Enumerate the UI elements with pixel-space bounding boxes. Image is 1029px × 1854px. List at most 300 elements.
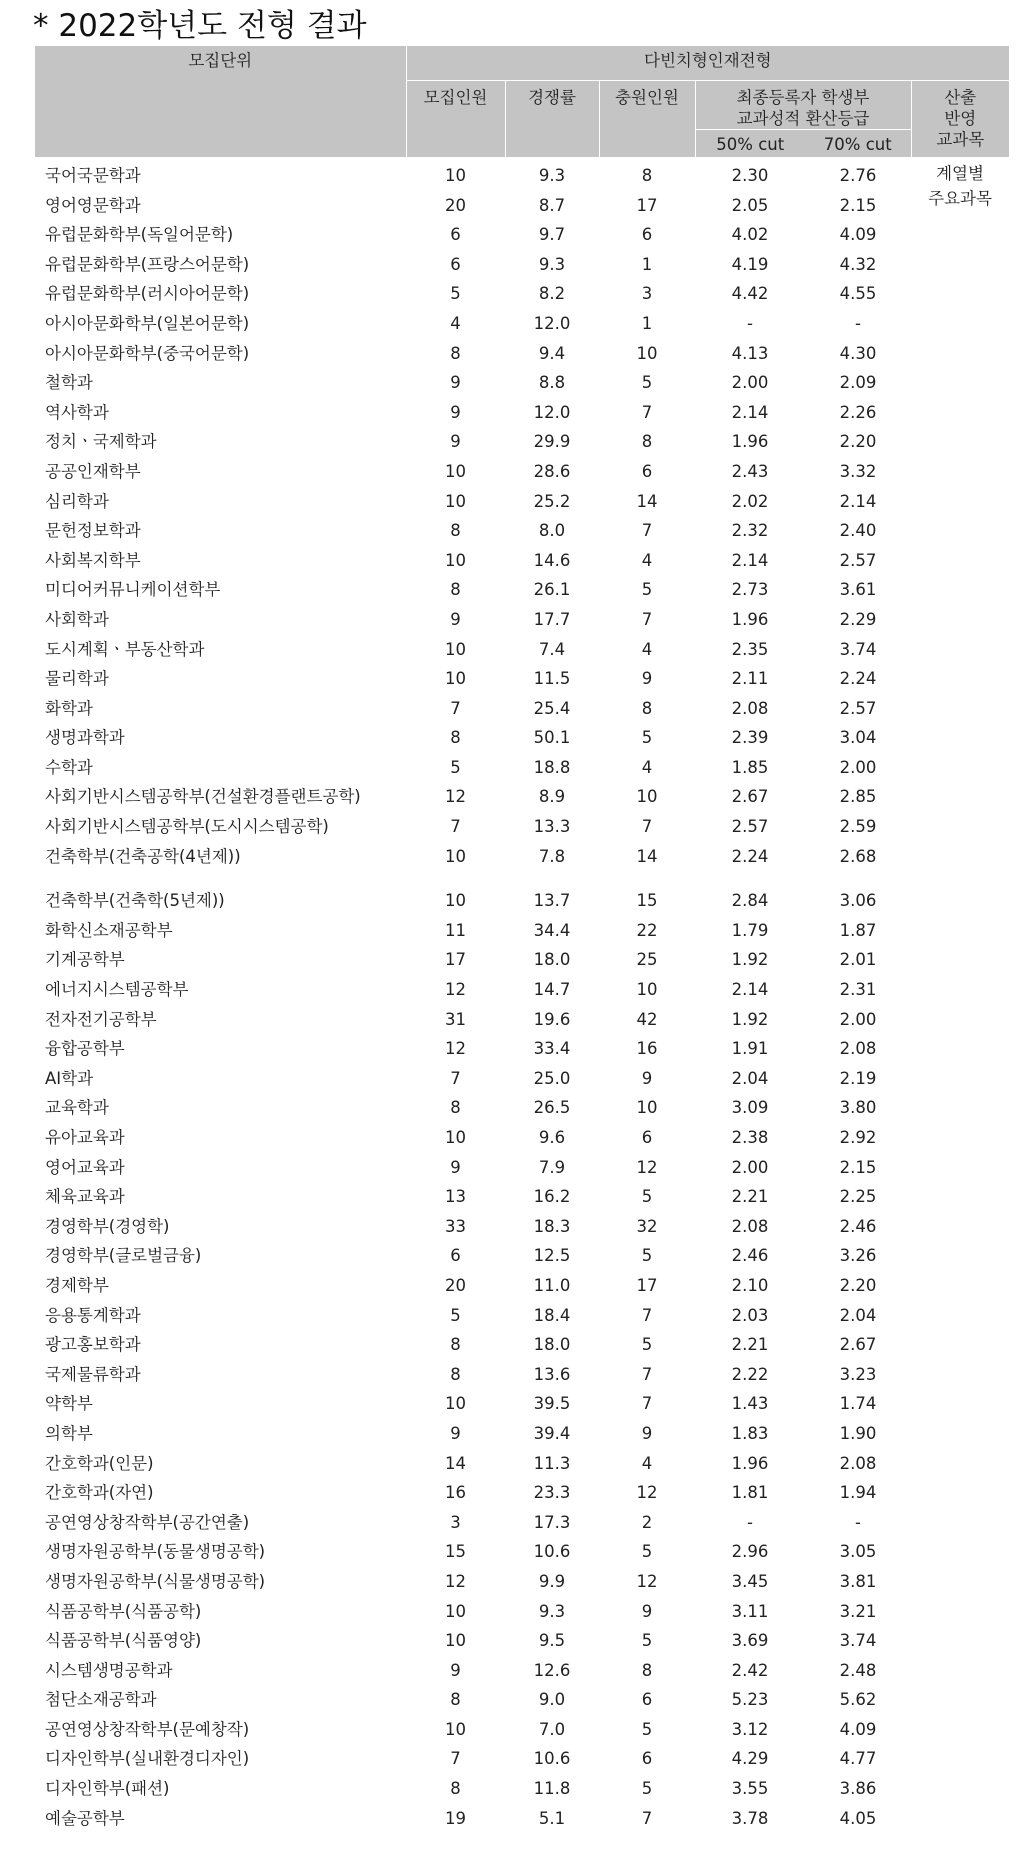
cut50-cell: 2.22 (731, 1364, 769, 1384)
unit-name-cell: 영어영문학과 (45, 195, 141, 215)
competition-cell: 39.4 (533, 1423, 571, 1443)
waitlist-cell: 6 (641, 461, 653, 481)
unit-name-cell: 디자인학부(패션) (45, 1779, 170, 1799)
cut70-cell: 2.20 (839, 1275, 877, 1295)
waitlist-cell: 16 (636, 1039, 658, 1059)
cut70-cell: 2.08 (839, 1039, 877, 1059)
unit-name-cell: 에너지시스템공학부 (45, 980, 189, 1000)
capacity-cell: 8 (450, 1779, 461, 1799)
table-row (35, 605, 1009, 635)
unit-name-cell: 유럽문화학부(러시아어문학) (45, 284, 250, 304)
waitlist-cell: 5 (641, 728, 653, 748)
table-row (35, 398, 1009, 428)
unit-name-cell: 생명자원공학부(동물생명공학) (45, 1542, 266, 1562)
header-subject-line1: 산출 (944, 88, 977, 107)
cut70-cell: 1.74 (839, 1394, 877, 1414)
competition-cell: 17.3 (533, 1512, 571, 1532)
capacity-cell: 31 (445, 1009, 466, 1029)
table-row (35, 1626, 1009, 1656)
cut50-cell: 1.96 (731, 432, 769, 452)
unit-name-cell: 역사학과 (45, 402, 109, 422)
waitlist-cell: 17 (636, 195, 658, 215)
cut70-cell: 3.74 (839, 1631, 877, 1651)
competition-cell: 14.6 (533, 550, 571, 570)
unit-name-cell: 사회기반시스템공학부(도시시스템공학) (45, 817, 329, 837)
cut50-cell: 2.38 (731, 1128, 769, 1147)
capacity-cell: 8 (450, 1690, 461, 1710)
table-row (35, 1330, 1009, 1360)
unit-name-cell: 국제물류학과 (45, 1364, 141, 1384)
capacity-cell: 10 (445, 1128, 466, 1147)
capacity-cell: 7 (450, 698, 461, 718)
waitlist-cell: 7 (641, 1305, 653, 1325)
table-row (35, 1212, 1009, 1242)
waitlist-cell: 4 (641, 1453, 653, 1473)
cut50-cell: 1.85 (731, 757, 769, 777)
waitlist-cell: 9 (641, 669, 653, 689)
competition-cell: 12.5 (533, 1246, 571, 1266)
capacity-cell: 16 (445, 1483, 466, 1503)
cut50-cell: - (747, 1512, 753, 1532)
cut70-cell: 2.09 (839, 373, 877, 393)
table-row (35, 635, 1009, 665)
competition-cell: 8.0 (538, 521, 566, 541)
cut70-cell: - (855, 1512, 861, 1532)
capacity-cell: 10 (445, 550, 466, 570)
cut70-cell: 2.26 (839, 402, 877, 422)
table-row (35, 368, 1009, 398)
unit-name-cell: 첨단소재공학과 (45, 1690, 157, 1710)
cut70-cell: 2.24 (839, 669, 877, 689)
cut50-cell: 1.92 (731, 1009, 769, 1029)
subject-note-cell (911, 157, 1009, 1833)
unit-name-cell: 융합공학부 (45, 1039, 125, 1059)
unit-name-cell: 체육교육과 (45, 1187, 125, 1207)
competition-cell: 13.6 (533, 1364, 571, 1384)
competition-cell: 17.7 (533, 609, 571, 629)
unit-name-cell: 미디어커뮤니케이션학부 (45, 580, 221, 600)
competition-cell: 9.9 (538, 1571, 566, 1591)
unit-name-cell: 심리학과 (45, 491, 109, 511)
capacity-cell: 7 (450, 1068, 461, 1088)
capacity-cell: 8 (450, 1335, 461, 1355)
table-row (35, 664, 1009, 694)
waitlist-cell: 4 (641, 757, 653, 777)
unit-name-cell: 건축학부(건축학(5년제)) (45, 891, 225, 911)
cut50-cell: 3.55 (731, 1779, 769, 1799)
waitlist-cell: 14 (636, 846, 658, 866)
unit-name-cell: 광고홍보학과 (45, 1335, 141, 1355)
waitlist-cell: 10 (636, 980, 658, 1000)
waitlist-cell: 7 (641, 609, 653, 629)
competition-cell: 8.2 (538, 284, 566, 304)
capacity-cell: 10 (445, 461, 466, 481)
cut50-cell: 4.13 (731, 343, 769, 363)
cut50-cell: 2.08 (731, 698, 769, 718)
table-row (35, 1360, 1009, 1390)
waitlist-cell: 15 (636, 891, 658, 911)
competition-cell: 13.7 (533, 891, 571, 911)
competition-cell: 9.3 (538, 1601, 566, 1621)
header-waitlist: 충원인원 (599, 81, 695, 158)
competition-cell: 5.1 (538, 1808, 566, 1828)
cut70-cell: 3.86 (839, 1779, 877, 1799)
table-row (35, 694, 1009, 724)
cut50-cell: 1.92 (731, 950, 769, 970)
unit-name-cell: 수학과 (45, 757, 93, 777)
table-row (35, 1034, 1009, 1064)
waitlist-cell: 5 (641, 1631, 653, 1651)
cut70-cell: 2.68 (839, 846, 877, 866)
cut70-cell: 4.55 (839, 284, 877, 304)
cut50-cell: 2.08 (731, 1216, 769, 1236)
competition-cell: 11.8 (533, 1779, 571, 1799)
unit-name-cell: 문헌정보학과 (45, 521, 141, 541)
cut50-cell: 2.14 (731, 980, 769, 1000)
capacity-cell: 13 (445, 1187, 466, 1207)
waitlist-cell: 8 (641, 698, 653, 718)
cut70-cell: 3.32 (839, 461, 877, 481)
waitlist-cell: 7 (641, 817, 653, 837)
competition-cell: 9.5 (538, 1631, 566, 1651)
waitlist-cell: 6 (641, 225, 653, 245)
cut50-cell: 1.91 (731, 1039, 769, 1059)
unit-name-cell: 응용통계학과 (45, 1305, 141, 1325)
cut70-cell: 1.90 (839, 1423, 877, 1443)
table-row (35, 1774, 1009, 1804)
table-row (35, 516, 1009, 546)
competition-cell: 18.3 (533, 1216, 571, 1236)
competition-cell: 19.6 (533, 1009, 571, 1029)
waitlist-cell: 5 (641, 580, 653, 600)
waitlist-cell: 5 (641, 1187, 653, 1207)
capacity-cell: 9 (450, 402, 461, 422)
cut50-cell: 1.79 (731, 920, 769, 940)
competition-cell: 10.6 (533, 1749, 571, 1769)
cut70-cell: 3.04 (839, 728, 877, 748)
competition-cell: 18.8 (533, 757, 571, 777)
cut50-cell: 4.19 (731, 254, 769, 274)
cut50-cell: 2.10 (731, 1275, 769, 1295)
cut50-cell: 2.02 (731, 491, 769, 511)
table-row (35, 1271, 1009, 1301)
competition-cell: 9.3 (538, 254, 566, 274)
waitlist-cell: 8 (641, 166, 653, 185)
table-row (35, 1005, 1009, 1035)
capacity-cell: 9 (450, 432, 461, 452)
competition-cell: 18.4 (533, 1305, 571, 1325)
cut70-cell: 2.15 (839, 1157, 877, 1177)
waitlist-cell: 17 (636, 1275, 658, 1295)
cut50-cell: 2.43 (731, 461, 769, 481)
table-row (35, 916, 1009, 946)
table-row (35, 1478, 1009, 1508)
cut70-cell: 2.57 (839, 698, 877, 718)
table-row (35, 1419, 1009, 1449)
cut70-cell: 3.26 (839, 1246, 877, 1266)
cut50-cell: 2.73 (731, 580, 769, 600)
unit-name-cell: 교육학과 (45, 1098, 109, 1118)
capacity-cell: 10 (445, 1631, 466, 1651)
unit-name-cell: 디자인학부(실내환경디자인) (45, 1749, 250, 1769)
table-row (35, 427, 1009, 457)
capacity-cell: 10 (445, 1394, 466, 1414)
cut70-cell: 2.15 (839, 195, 877, 215)
cut70-cell: 2.20 (839, 432, 877, 452)
cut70-cell: 2.48 (839, 1660, 877, 1680)
table-row (35, 1597, 1009, 1627)
unit-name-cell: 시스템생명공학과 (45, 1660, 173, 1680)
unit-name-cell: 정치ㆍ국제학과 (45, 432, 157, 452)
unit-name-cell: 영어교육과 (45, 1157, 125, 1177)
capacity-cell: 8 (450, 728, 461, 748)
table-row (35, 1715, 1009, 1745)
cut70-cell: 2.59 (839, 817, 877, 837)
table-row (35, 1508, 1009, 1538)
unit-name-cell: 사회기반시스템공학부(건설환경플랜트공학) (45, 787, 361, 807)
capacity-cell: 12 (445, 1571, 466, 1591)
unit-name-cell: 철학과 (45, 373, 93, 393)
cut50-cell: 2.35 (731, 639, 769, 659)
cut50-cell: 1.81 (731, 1483, 769, 1503)
table-row (35, 1567, 1009, 1597)
unit-name-cell: 기계공학부 (45, 950, 125, 970)
competition-cell: 25.0 (533, 1068, 571, 1088)
waitlist-cell: 2 (641, 1512, 653, 1532)
capacity-cell: 10 (445, 1719, 466, 1739)
capacity-cell: 4 (450, 313, 461, 333)
waitlist-cell: 5 (641, 1335, 653, 1355)
cut50-cell: 2.30 (731, 166, 769, 185)
competition-cell: 12.0 (533, 313, 571, 333)
capacity-cell: 17 (445, 950, 466, 970)
capacity-cell: 10 (445, 166, 466, 185)
cut70-cell: 3.80 (839, 1098, 877, 1118)
capacity-cell: 6 (450, 1246, 461, 1266)
cut70-cell: 2.31 (839, 980, 877, 1000)
capacity-cell: 33 (445, 1216, 466, 1236)
competition-cell: 13.3 (533, 817, 571, 837)
unit-name-cell: 사회학과 (45, 609, 109, 629)
table-row (35, 842, 1009, 872)
header-grade (695, 81, 911, 130)
waitlist-cell: 5 (641, 373, 653, 393)
competition-cell: 23.3 (533, 1483, 571, 1503)
competition-cell: 12.6 (533, 1660, 571, 1680)
cut50-cell: 2.05 (731, 195, 769, 215)
unit-name-cell: 화학신소재공학부 (45, 920, 173, 940)
table-row (35, 279, 1009, 309)
waitlist-cell: 10 (636, 343, 658, 363)
competition-cell: 10.6 (533, 1542, 571, 1562)
capacity-cell: 5 (450, 1305, 461, 1325)
table-row (35, 1153, 1009, 1183)
cut70-cell: 1.94 (839, 1483, 877, 1503)
subject-note-line1: 계열별 (936, 164, 984, 183)
competition-cell: 9.6 (538, 1128, 566, 1147)
header-subject-line3: 교과목 (936, 130, 985, 149)
cut50-cell: 1.96 (731, 1453, 769, 1473)
capacity-cell: 11 (445, 920, 466, 940)
capacity-cell: 10 (445, 1601, 466, 1621)
capacity-cell: 8 (450, 521, 461, 541)
competition-cell: 50.1 (533, 728, 571, 748)
waitlist-cell: 7 (641, 402, 653, 422)
competition-cell: 26.5 (533, 1098, 571, 1118)
cut70-cell: 5.62 (839, 1690, 877, 1710)
header-cut70: 70% cut (805, 130, 911, 158)
unit-name-cell: 공공인재학부 (45, 461, 141, 481)
cut50-cell: 2.84 (731, 891, 769, 911)
unit-name-cell: 경제학부 (45, 1275, 109, 1295)
results-table (35, 46, 1009, 1833)
cut50-cell: 2.32 (731, 521, 769, 541)
capacity-cell: 19 (445, 1808, 466, 1828)
capacity-cell: 7 (450, 817, 461, 837)
cut50-cell: 3.09 (731, 1098, 769, 1118)
cut70-cell: 3.74 (839, 639, 877, 659)
competition-cell: 39.5 (533, 1394, 571, 1414)
cut50-cell: 2.00 (731, 373, 769, 393)
competition-cell: 34.4 (533, 920, 571, 940)
competition-cell: 11.0 (533, 1275, 571, 1295)
table-body (35, 157, 1009, 1833)
unit-name-cell: 경영학부(글로벌금융) (45, 1246, 202, 1266)
table-row (35, 546, 1009, 576)
capacity-cell: 6 (450, 254, 461, 274)
cut50-cell: 1.43 (731, 1394, 769, 1414)
cut50-cell: 2.14 (731, 550, 769, 570)
unit-name-cell: 생명과학과 (45, 728, 125, 748)
waitlist-cell: 1 (641, 313, 653, 333)
waitlist-cell: 6 (641, 1128, 653, 1147)
competition-cell: 25.4 (533, 698, 571, 718)
capacity-cell: 8 (450, 580, 461, 600)
unit-name-cell: 화학과 (45, 698, 93, 718)
unit-name-cell: 의학부 (45, 1423, 93, 1443)
unit-name-cell: 식품공학부(식품영양) (45, 1631, 202, 1651)
cut50-cell: 2.21 (731, 1187, 769, 1207)
unit-name-cell: 국어국문학과 (45, 166, 141, 185)
waitlist-cell: 7 (641, 1394, 653, 1414)
competition-cell: 12.0 (533, 402, 571, 422)
waitlist-cell: 5 (641, 1246, 653, 1266)
capacity-cell: 9 (450, 1660, 461, 1680)
table-row (35, 1241, 1009, 1271)
competition-cell: 8.9 (538, 787, 566, 807)
cut50-cell: 2.00 (731, 1157, 769, 1177)
waitlist-cell: 9 (641, 1601, 653, 1621)
capacity-cell: 9 (450, 1157, 461, 1177)
table-row (35, 1656, 1009, 1686)
waitlist-cell: 6 (641, 1690, 653, 1710)
cut70-cell: 3.81 (839, 1571, 877, 1591)
cut50-cell: 3.12 (731, 1719, 769, 1739)
cut70-cell: - (855, 313, 861, 333)
cut50-cell: 2.14 (731, 402, 769, 422)
cut70-cell: 1.87 (839, 920, 877, 940)
capacity-cell: 10 (445, 639, 466, 659)
competition-cell: 9.3 (538, 166, 566, 185)
waitlist-cell: 7 (641, 521, 653, 541)
cut50-cell: 2.96 (731, 1542, 769, 1562)
competition-cell: 7.8 (538, 846, 566, 866)
capacity-cell: 15 (445, 1542, 466, 1562)
waitlist-cell: 5 (641, 1719, 653, 1739)
capacity-cell: 12 (445, 980, 466, 1000)
unit-name-cell: 식품공학부(식품공학) (45, 1601, 202, 1621)
table-row (35, 886, 1009, 916)
waitlist-cell: 3 (641, 284, 653, 304)
table-row (35, 1685, 1009, 1715)
cut70-cell: 2.46 (839, 1216, 877, 1236)
cut70-cell: 2.76 (839, 166, 877, 185)
competition-cell: 29.9 (533, 432, 571, 452)
cut50-cell: 2.21 (731, 1335, 769, 1355)
cut70-cell: 2.00 (839, 1009, 877, 1029)
competition-cell: 7.4 (538, 639, 566, 659)
cut70-cell: 3.61 (839, 580, 877, 600)
unit-name-cell: 유럽문화학부(프랑스어문학) (45, 254, 250, 274)
competition-cell: 28.6 (533, 461, 571, 481)
cut50-cell: 1.83 (731, 1423, 769, 1443)
table-row (35, 220, 1009, 250)
waitlist-cell: 42 (636, 1009, 658, 1029)
waitlist-cell: 9 (641, 1423, 653, 1443)
unit-name-cell: 생명자원공학부(식물생명공학) (45, 1571, 266, 1591)
capacity-cell: 9 (450, 373, 461, 393)
capacity-cell: 20 (445, 1275, 466, 1295)
cut50-cell: - (747, 313, 753, 333)
waitlist-cell: 12 (636, 1571, 658, 1591)
capacity-cell: 7 (450, 1749, 461, 1769)
header-subject (911, 81, 1009, 158)
table-row (35, 1301, 1009, 1331)
table-row (35, 191, 1009, 221)
cut70-cell: 4.32 (839, 254, 877, 274)
cut70-cell: 2.85 (839, 787, 877, 807)
competition-cell: 18.0 (533, 1335, 571, 1355)
unit-name-cell: 도시계획ㆍ부동산학과 (45, 639, 205, 659)
cut50-cell: 2.03 (731, 1305, 769, 1325)
competition-cell: 9.7 (538, 225, 566, 245)
unit-name-cell: 아시아문화학부(중국어문학) (45, 343, 250, 363)
cut70-cell: 2.29 (839, 609, 877, 629)
unit-name-cell: 경영학부(경영학) (45, 1216, 170, 1236)
header-program: 다빈치형인재전형 (406, 46, 1009, 81)
cut70-cell: 3.23 (839, 1364, 877, 1384)
table-row (35, 309, 1009, 339)
capacity-cell: 6 (450, 225, 461, 245)
header-grade-line2: 교과성적 환산등급 (736, 109, 870, 128)
cut70-cell: 2.19 (839, 1068, 877, 1088)
table-row (35, 812, 1009, 842)
table-row (35, 250, 1009, 280)
cut50-cell: 2.67 (731, 787, 769, 807)
header-unit: 모집단위 (35, 46, 406, 157)
waitlist-cell: 4 (641, 550, 653, 570)
competition-cell: 33.4 (533, 1039, 571, 1059)
competition-cell: 11.3 (533, 1453, 571, 1473)
header-grade-line1: 최종등록자 학생부 (736, 88, 870, 107)
capacity-cell: 8 (450, 343, 461, 363)
row-spacer (35, 871, 1009, 886)
table-row (35, 1389, 1009, 1419)
cut70-cell: 2.92 (839, 1128, 877, 1147)
unit-name-cell: 간호학과(자연) (45, 1483, 154, 1503)
table-row (35, 1449, 1009, 1479)
waitlist-cell: 8 (641, 1660, 653, 1680)
